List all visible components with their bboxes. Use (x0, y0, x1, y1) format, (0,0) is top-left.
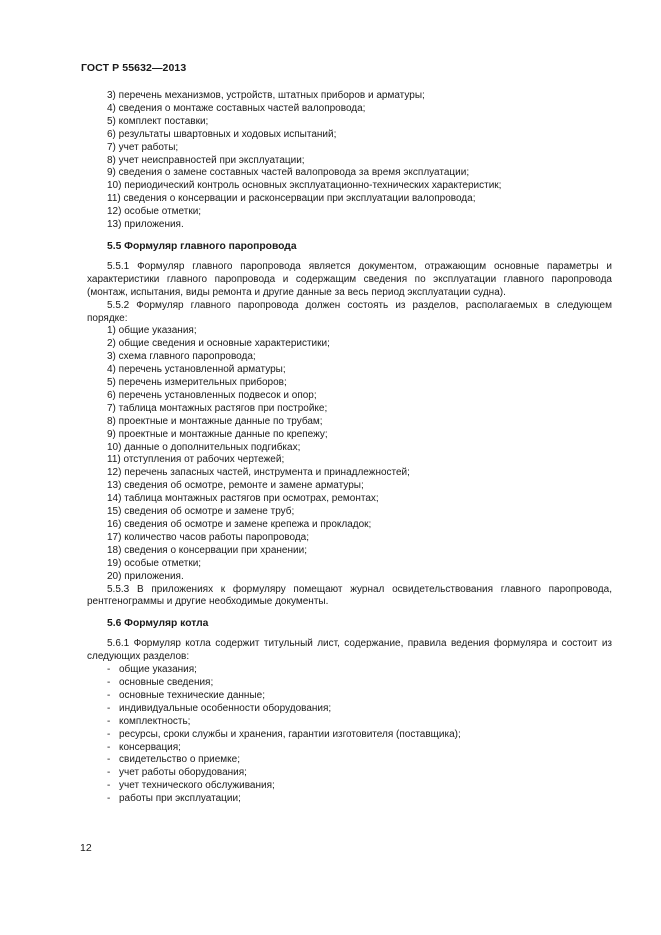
dash-marker: - (107, 754, 111, 766)
list-item-text: работы при эксплуатации; (119, 793, 241, 805)
list-item: 9) проектные и монтажные данные по крепежу; (107, 428, 328, 440)
dash-marker: - (107, 715, 111, 727)
dash-marker: - (107, 676, 111, 688)
list-item (87, 729, 612, 742)
list-item: 7) таблица монтажных растягов при постройке; (107, 402, 328, 414)
document-code-header: ГОСТ Р 55632—2013 (81, 62, 187, 74)
list-item: 5) перечень измерительных приборов; (107, 377, 287, 389)
list-item-text: индивидуальные особенности оборудования; (119, 702, 332, 714)
list-item: 6) перечень установленных подвесок и опор; (107, 389, 317, 401)
list-item: 5) комплект поставки; (107, 115, 209, 127)
list-item-text: общие указания; (119, 664, 197, 676)
list-item (87, 767, 612, 780)
list-item (87, 716, 612, 729)
dash-marker: - (107, 664, 111, 676)
list-item (87, 664, 612, 677)
list-item: 14) таблица монтажных растягов при осмотрах, ремонтах; (107, 493, 379, 505)
list-item: 4) перечень установленной арматуры; (107, 364, 286, 376)
section-heading-5-5: 5.5 Формуляр главного паропровода (107, 240, 297, 252)
list-item: 8) проектные и монтажные данные по трубам; (107, 415, 323, 427)
dash-marker: - (107, 728, 111, 740)
list-item: 10) данные о дополнительных подгибках; (107, 441, 301, 453)
section-heading-5-6: 5.6 Формуляр котла (107, 618, 209, 630)
list-top (87, 90, 612, 232)
list-item: 13) приложения. (107, 219, 184, 231)
list-item: 20) приложения. (107, 570, 184, 582)
list-item: 4) сведения о монтаже составных частей валопровода; (107, 102, 366, 114)
list-item: 15) сведения об осмотре и замене труб; (107, 506, 295, 518)
list-item: 18) сведения о консервации при хранении; (107, 544, 307, 556)
list-item: 12) перечень запасных частей, инструмента и принадлежностей; (107, 467, 410, 479)
paragraph-5-5-3: 5.5.3 В приложениях к формуляру помещают журнал освидетельствования главного паропровода, рентгенограммы и другие необходимые документы. (87, 583, 612, 608)
list-item (87, 754, 612, 767)
list-item: 6) результаты швартовных и ходовых испытаний; (107, 128, 337, 140)
list-item-text: консервация; (119, 741, 181, 753)
list-item-text: учет работы оборудования; (119, 767, 247, 779)
list-item-text: основные технические данные; (119, 689, 265, 701)
list-item: 10) периодический контроль основных эксплуатационно-технических характеристик; (107, 180, 502, 192)
list-item: 9) сведения о замене составных частей валопровода за время эксплуатации; (107, 167, 470, 179)
dash-marker: - (107, 767, 111, 779)
list-5-5-2 (87, 325, 612, 583)
list-item (87, 703, 612, 716)
paragraph-5-5-1: 5.5.1 Формуляр главного паропровода является документом, отражающим основные параметры и характеристики главного паропровода и содержащим сведения по эксплуатации главного паропровода (монтаж, испытания, виды ремонта и другие данные за весь период эксплуатации судна). (87, 260, 612, 298)
dash-marker: - (107, 780, 111, 792)
list-item: 1) общие указания; (107, 325, 197, 337)
list-item: 3) перечень механизмов, устройств, штатных приборов и арматуры; (107, 90, 425, 101)
dash-marker: - (107, 741, 111, 753)
list-item-text: ресурсы, сроки службы и хранения, гарантии изготовителя (поставщика); (119, 728, 461, 740)
page-number: 12 (80, 842, 92, 854)
document-body (87, 90, 612, 806)
dash-marker: - (107, 793, 111, 805)
list-item: 2) общие сведения и основные характеристики; (107, 338, 330, 350)
list-item: 11) сведения о консервации и расконсервации при эксплуатации валопровода; (107, 193, 476, 205)
dash-list-5-6-1 (87, 664, 612, 806)
list-item: 13) сведения об осмотре, ремонте и замене арматуры; (107, 480, 364, 492)
list-item (87, 677, 612, 690)
list-item (87, 793, 612, 806)
list-item: 12) особые отметки; (107, 206, 202, 218)
list-item: 7) учет работы; (107, 141, 179, 153)
list-item: 19) особые отметки; (107, 557, 202, 569)
list-item-text: свидетельство о приемке; (119, 754, 240, 766)
list-item: 3) схема главного паропровода; (107, 351, 256, 363)
list-item-text: учет технического обслуживания; (119, 780, 275, 792)
list-item-text: основные сведения; (119, 676, 214, 688)
dash-marker: - (107, 689, 111, 701)
list-item (87, 742, 612, 755)
list-item-text: комплектность; (119, 715, 191, 727)
list-item: 8) учет неисправностей при эксплуатации; (107, 154, 305, 166)
paragraph-5-5-2: 5.5.2 Формуляр главного паропровода должен состоять из разделов, располагаемых в следующем порядке: (87, 299, 612, 324)
list-item: 16) сведения об осмотре и замене крепежа и прокладок; (107, 519, 372, 530)
list-item: 17) количество часов работы паропровода; (107, 531, 310, 543)
dash-marker: - (107, 702, 111, 714)
paragraph-5-6-1: 5.6.1 Формуляр котла содержит титульный лист, содержание, правила ведения формуляра и состоит из следующих разделов: (87, 638, 612, 663)
list-item (87, 690, 612, 703)
list-item: 11) отступления от рабочих чертежей; (107, 454, 285, 466)
list-item (87, 780, 612, 793)
